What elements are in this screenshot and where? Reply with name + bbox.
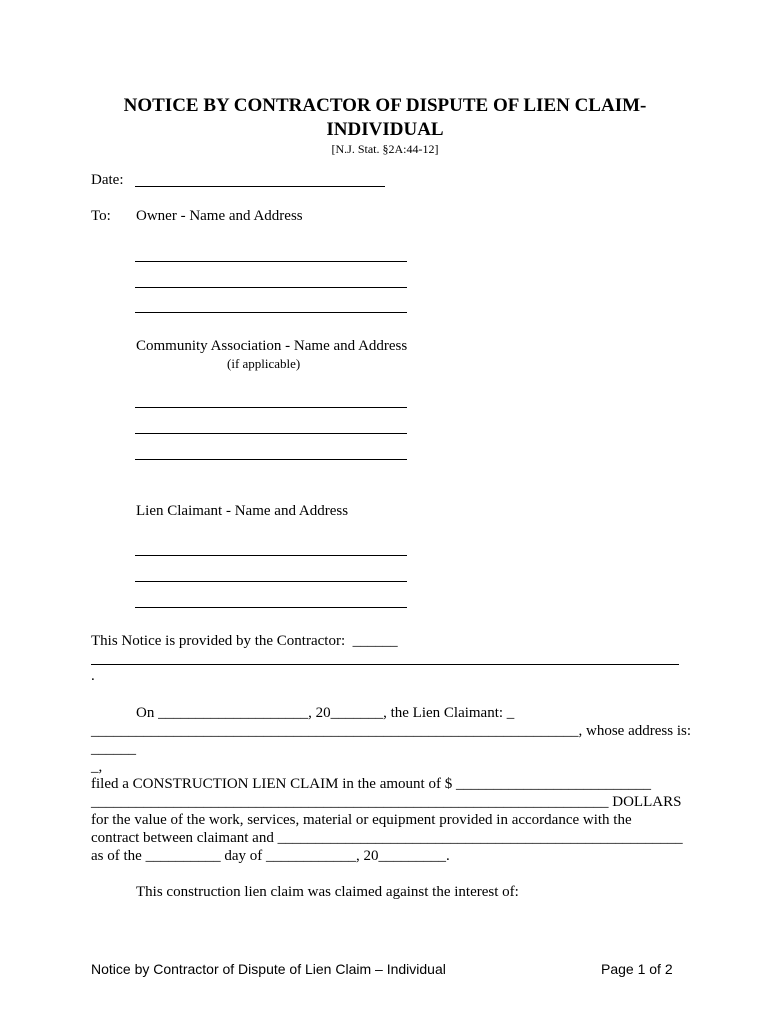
claim-address-line: _________________________________________________________________, whose address is: — [91, 723, 691, 739]
claim-blank-tail: _, — [91, 759, 103, 775]
footer-title: Notice by Contractor of Dispute of Lien Claim – Individual — [91, 961, 446, 977]
association-line-2[interactable] — [135, 433, 407, 434]
claim-dollars-line: _____________________________________________________________________ DOLLARS — [91, 794, 682, 810]
contractor-period: . — [91, 668, 95, 684]
footer-page-number: Page 1 of 2 — [601, 961, 673, 977]
owner-line-3[interactable] — [135, 312, 407, 313]
interest-line: This construction lien claim was claimed against the interest of: — [136, 884, 519, 900]
contractor-line[interactable] — [91, 664, 679, 665]
association-line-3[interactable] — [135, 459, 407, 460]
document-title-line2: INDIVIDUAL — [326, 119, 444, 140]
claimant-line-2[interactable] — [135, 581, 407, 582]
owner-line-1[interactable] — [135, 261, 407, 262]
claimant-heading: Lien Claimant - Name and Address — [136, 503, 349, 519]
owner-line-2[interactable] — [135, 287, 407, 288]
contractor-label: This Notice is provided by the Contractor: ______ — [91, 633, 398, 649]
claim-filed-line: filed a CONSTRUCTION LIEN CLAIM in the amount of $ __________________________ — [91, 776, 651, 792]
association-heading: Community Association - Name and Address — [136, 338, 408, 354]
date-field-line[interactable] — [135, 186, 385, 187]
claim-blank-line: ______ — [91, 741, 136, 757]
claim-value-line: for the value of the work, services, material or equipment provided in accordance with the — [91, 812, 632, 828]
claimant-line-3[interactable] — [135, 607, 407, 608]
claimant-line-1[interactable] — [135, 555, 407, 556]
document-title-line1: NOTICE BY CONTRACTOR OF DISPUTE OF LIEN CLAIM- — [123, 95, 647, 116]
claim-on-line: On ____________________, 20_______, the Lien Claimant: _ — [136, 705, 515, 721]
association-line-1[interactable] — [135, 407, 407, 408]
date-label: Date: — [91, 172, 124, 188]
association-note: (if applicable) — [227, 356, 301, 371]
to-label: To: — [91, 208, 111, 224]
owner-heading: Owner - Name and Address — [136, 208, 303, 224]
statute-reference: [N.J. Stat. §2A:44-12] — [331, 142, 439, 156]
claim-contract-line: contract between claimant and ______________________________________________________ — [91, 830, 683, 846]
claim-asof-line: as of the __________ day of ____________, 20_________. — [91, 848, 450, 864]
